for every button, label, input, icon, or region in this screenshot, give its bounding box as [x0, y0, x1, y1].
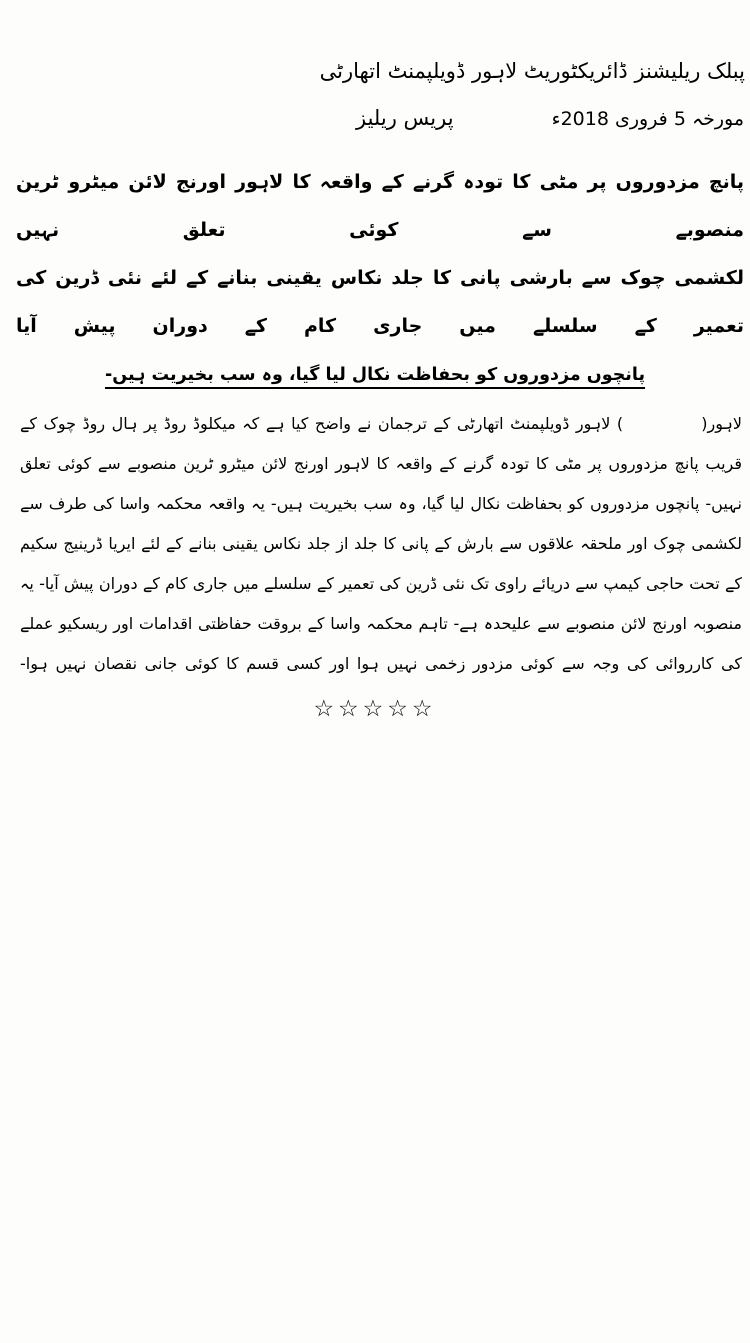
headline	[0, 158, 750, 350]
star-separator: ☆☆☆☆☆	[313, 696, 437, 723]
body-paragraph: لاہور( ) لاہور ڈویلپمنٹ اتھارٹی کے ترجمان نے واضح کیا ہے کہ میکلوڈ روڈ پر ہال روڈ چوک کے قریب پانچ مزدوروں پر مٹی کا تودہ گرنے کے واقعہ کا لاہور اورنج لائن میٹرو ٹرین منصوبے سے کوئی تعلق نہیں- پانچوں مزدوروں کو بحفاظت نکال لیا گیا، وہ سب بخیریت ہیں- یہ واقعہ محکمہ واسا کی طرف سے لکشمی چوک اور ملحقہ علاقوں سے بارش کے پانی کا جلد از جلد نکاس یقینی بنانے کے لئے ایریا ڈرینیج سکیم کے تحت حاجی کیمپ سے دریائے راوی تک نئی ڈرین کی تعمیر کے سلسلے میں جاری کام کے دوران پیش آیا- یہ منصوبہ اورنج لائن منصوبے سے علیحدہ ہے- تاہم محکمہ واسا کے بروقت حفاظتی اقدامات اور ریسکیو عملے کی کارروائی کی وجہ سے کوئی مزدور زخمی نہیں ہوا اور کسی قسم کا کوئی جانی نقصان نہیں ہوا-	[20, 414, 742, 674]
headline-line-1: پانچ مزدوروں پر مٹی کا تودہ گرنے کے واقعہ کا لاہور اورنج لائن میٹرو ٹرین منصوبے سے کوئی تعلق نہیں	[16, 171, 744, 242]
org-title: پبلک ریلیشنز ڈائریکٹوریٹ لاہور ڈویلپمنٹ اتھارٹی	[319, 59, 745, 83]
press-release-label: پریس ریلیز	[356, 106, 454, 131]
date-line: مورخہ 5 فروری 2018ء	[551, 108, 744, 131]
headline-line-2: لکشمی چوک سے بارشی پانی کا جلد نکاس یقینی بنانے کے لئے نئی ڈرین کی تعمیر کے سلسلے میں جاری کام کے دوران پیش آیا	[16, 267, 744, 338]
meta-row	[0, 104, 750, 146]
subheadline: پانچوں مزدوروں کو بحفاظت نکال لیا گیا، وہ سب بخیریت ہیں-	[104, 365, 646, 386]
